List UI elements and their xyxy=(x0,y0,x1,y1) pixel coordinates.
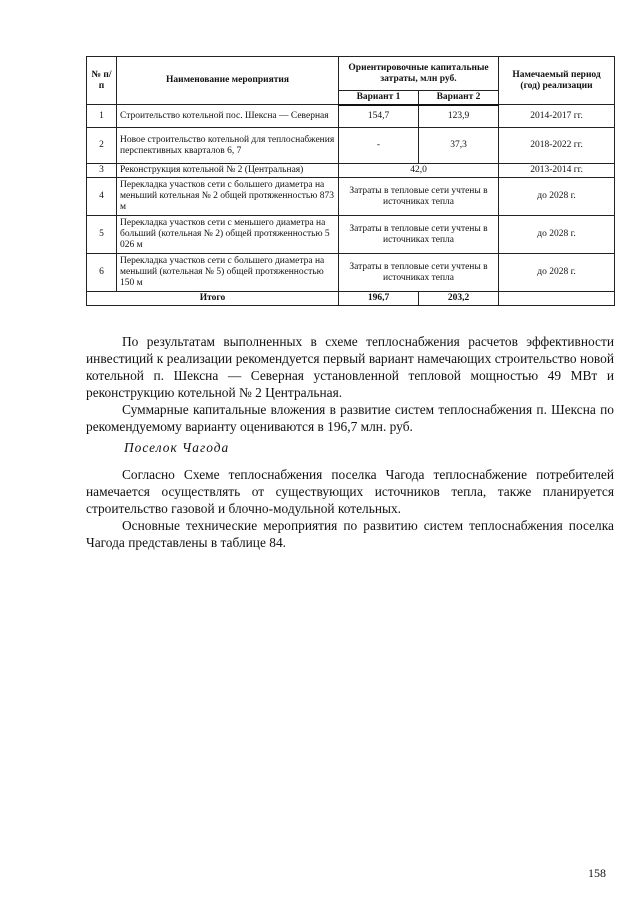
row-period: до 2028 г. xyxy=(499,254,615,292)
table-row xyxy=(87,164,615,178)
table-row xyxy=(87,254,615,292)
paragraph-investment: По результатам выполненных в схеме теплоснабжения расчетов эффективности инвестиций к реализации рекомендуется первый вариант намечающих строительство новой котельной п. Шексна — Северная установленной тепловой мощностью 49 МВт и реконструкцию котельной № 2 Центральная. xyxy=(86,334,614,400)
paragraph-block-1 xyxy=(86,333,614,435)
row-v1: 154,7 xyxy=(339,105,419,128)
row-v2: 123,9 xyxy=(419,105,499,128)
row-name: Реконструкция котельной № 2 (Центральная) xyxy=(117,164,339,178)
paragraph-chagoda-measures: Основные технические мероприятия по развитию систем теплоснабжения поселка Чагода представлены в таблице 84. xyxy=(86,518,614,550)
row-period: 2013-2014 гг. xyxy=(499,164,615,178)
row-v2: 37,3 xyxy=(419,128,499,164)
table-row xyxy=(87,128,615,164)
header-name: Наименование мероприятия xyxy=(117,57,339,105)
table-row xyxy=(87,105,615,128)
row-num: 4 xyxy=(87,178,117,216)
row-name: Перекладка участков сети с меньшего диаметра на больший (котельная № 2) общей протяженностью 5 026 м xyxy=(117,216,339,254)
table-total-row xyxy=(87,292,615,306)
measures-table xyxy=(86,56,615,306)
row-period: до 2028 г. xyxy=(499,178,615,216)
total-v1: 196,7 xyxy=(339,292,419,306)
row-num: 6 xyxy=(87,254,117,292)
row-v1: - xyxy=(339,128,419,164)
header-variant2: Вариант 2 xyxy=(419,91,499,105)
row-merged: Затраты в тепловые сети учтены в источниках тепла xyxy=(339,216,499,254)
section-heading: Поселок Чагода xyxy=(124,440,230,455)
header-variant1: Вариант 1 xyxy=(339,91,419,105)
row-num: 3 xyxy=(87,164,117,178)
total-label: Итого xyxy=(87,292,339,306)
table-row xyxy=(87,216,615,254)
row-merged: 42,0 xyxy=(339,164,499,178)
paragraph-block-2 xyxy=(86,466,614,551)
paragraph-chagoda-scheme: Согласно Схеме теплоснабжения поселка Чагода теплоснабжение потребителей намечается осуществлять от существующих источников тепла, также планируется строительство газовой и блочно-модульной котельных. xyxy=(86,467,614,516)
header-cost: Ориентировочные капитальные затраты, млн руб. xyxy=(339,57,499,91)
row-num: 1 xyxy=(87,105,117,128)
total-v2: 203,2 xyxy=(419,292,499,306)
header-num: № п/п xyxy=(87,57,117,105)
row-period: до 2028 г. xyxy=(499,216,615,254)
row-name: Строительство котельной пос. Шексна — Северная xyxy=(117,105,339,128)
row-num: 2 xyxy=(87,128,117,164)
table-row xyxy=(87,178,615,216)
row-name: Перекладка участков сети с большего диаметра на меньший котельная № 2 общей протяженностью 873 м xyxy=(117,178,339,216)
paragraph-total-capital: Суммарные капитальные вложения в развитие систем теплоснабжения п. Шексна по рекомендуемому варианту оцениваются в 196,7 млн. руб. xyxy=(86,402,614,434)
page-number: 158 xyxy=(588,866,606,880)
row-merged: Затраты в тепловые сети учтены в источниках тепла xyxy=(339,178,499,216)
row-name: Перекладка участков сети с большего диаметра на меньший (котельная № 5) общей протяженностью 150 м xyxy=(117,254,339,292)
row-period: 2018-2022 гг. xyxy=(499,128,615,164)
row-period: 2014-2017 гг. xyxy=(499,105,615,128)
row-merged: Затраты в тепловые сети учтены в источниках тепла xyxy=(339,254,499,292)
row-name: Новое строительство котельной для теплоснабжения перспективных кварталов 6, 7 xyxy=(117,128,339,164)
total-period xyxy=(499,292,615,306)
header-period: Намечаемый период (год) реализации xyxy=(499,57,615,105)
row-num: 5 xyxy=(87,216,117,254)
